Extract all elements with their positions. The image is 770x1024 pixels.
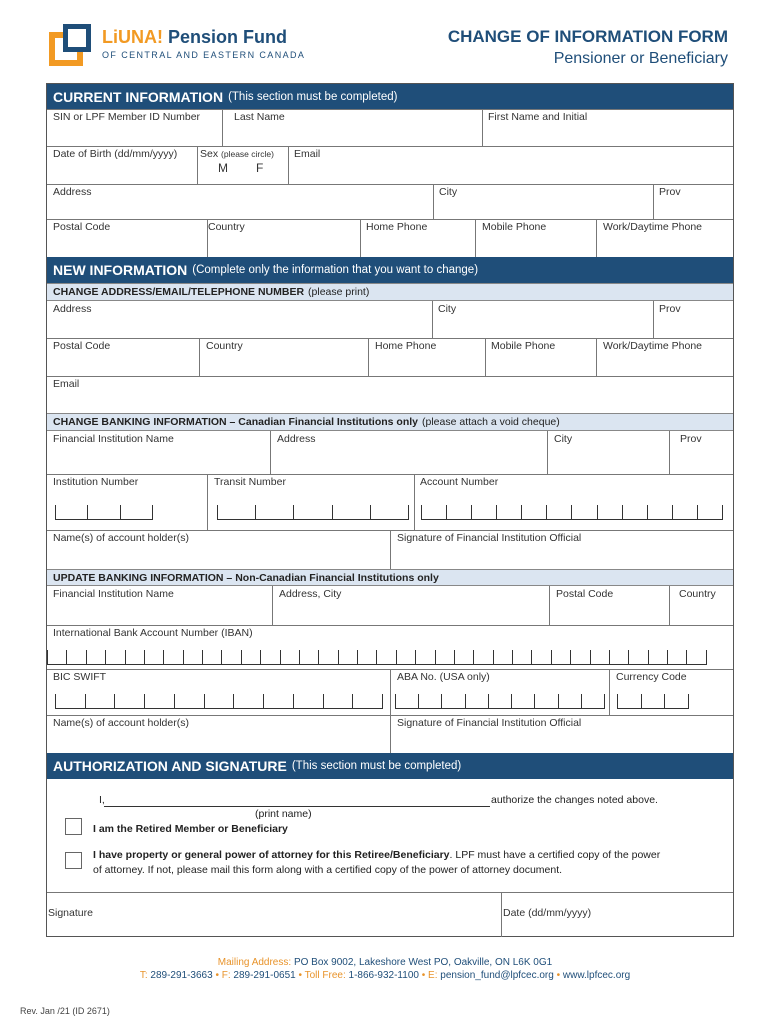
ca-official-signature-field[interactable]: Signature of Financial Institution Official <box>397 532 582 544</box>
sin-field[interactable]: SIN or LPF Member ID Number <box>53 111 201 123</box>
poa-checkbox[interactable] <box>65 852 82 869</box>
auth-title: AUTHORIZATION AND SIGNATURE <box>53 758 287 774</box>
banking-intl-header <box>47 569 733 586</box>
country-field[interactable]: Country <box>208 221 245 233</box>
logo-title-rest: Pension Fund <box>163 27 287 47</box>
form-title: CHANGE OF INFORMATION FORM <box>447 27 728 46</box>
poa-line2: of attorney. If not, please mail this form along with a certified copy of the power of attorney document. <box>93 864 563 876</box>
new-email-field[interactable]: Email <box>53 378 80 390</box>
new-address-field[interactable]: Address <box>53 303 92 315</box>
tollfree-label: Toll Free: <box>304 970 346 981</box>
banking-ca-title: CHANGE BANKING INFORMATION – Canadian Financial Institutions only <box>53 416 418 428</box>
banking-ca-note: (please attach a void cheque) <box>422 416 560 428</box>
mobile-phone-field[interactable]: Mobile Phone <box>482 221 547 233</box>
current-info-title: CURRENT INFORMATION <box>53 88 224 105</box>
current-info-note: (This section must be completed) <box>228 90 398 103</box>
intl-official-signature-field[interactable]: Signature of Financial Institution Official <box>397 717 582 729</box>
footer-sep-3: • <box>421 970 426 981</box>
postal-code-field[interactable]: Postal Code <box>53 221 111 233</box>
auth-print-name-label: (print name) <box>255 808 312 820</box>
footer-mailing <box>0 957 770 968</box>
new-home-phone-field[interactable]: Home Phone <box>375 340 437 352</box>
change-address-title: CHANGE ADDRESS/EMAIL/TELEPHONE NUMBER <box>53 286 305 298</box>
currency-code-field[interactable]: Currency Code <box>616 671 687 683</box>
intl-fi-name-field[interactable]: Financial Institution Name <box>53 588 174 600</box>
aba-boxes[interactable] <box>395 694 605 709</box>
banking-ca-header <box>47 413 733 431</box>
intl-account-holders-field[interactable]: Name(s) of account holder(s) <box>53 717 189 729</box>
logo-title <box>102 27 287 48</box>
print-name-line[interactable] <box>104 806 490 807</box>
ca-city-field[interactable]: City <box>554 433 573 445</box>
mailing-label: Mailing Address: <box>217 957 292 968</box>
poa-line1 <box>93 849 660 861</box>
date-field[interactable]: Date (dd/mm/yyyy) <box>503 907 592 919</box>
change-address-note: (please print) <box>308 286 370 298</box>
city-field[interactable]: City <box>439 186 458 198</box>
sex-option-m[interactable]: M <box>218 161 228 175</box>
intl-postal-code-field[interactable]: Postal Code <box>556 588 614 600</box>
sex-note: (please circle) <box>221 149 274 159</box>
sex-label: Sex <box>200 148 219 160</box>
footer-sep-2: • <box>298 970 302 981</box>
prov-field[interactable]: Prov <box>659 186 681 198</box>
footer-contacts <box>0 970 770 981</box>
new-postal-code-field[interactable]: Postal Code <box>53 340 111 352</box>
ca-prov-field[interactable]: Prov <box>680 433 702 445</box>
current-info-header <box>47 84 733 109</box>
work-phone-field[interactable]: Work/Daytime Phone <box>603 221 703 233</box>
website-link[interactable]: www.lpfcec.org <box>562 970 631 981</box>
new-info-header <box>47 257 733 283</box>
iban-boxes[interactable] <box>47 650 707 665</box>
phone-label: T: <box>139 970 148 981</box>
revision-note: Rev. Jan /21 (ID 2671) <box>20 1006 110 1016</box>
bic-swift-field[interactable]: BIC SWIFT <box>53 671 107 683</box>
change-address-header <box>47 283 733 301</box>
new-info-note: (Complete only the information that you want to change) <box>192 264 479 276</box>
intl-country-field[interactable]: Country <box>679 588 716 600</box>
ca-account-holders-field[interactable]: Name(s) of account holder(s) <box>53 532 189 544</box>
phone-value: 289-291-3663 <box>150 970 213 981</box>
footer-sep-4: • <box>556 970 561 981</box>
tollfree-value: 1-866-932-1100 <box>348 970 419 981</box>
fax-label: F: <box>221 970 231 981</box>
institution-number-boxes[interactable] <box>55 505 153 520</box>
dob-field[interactable]: Date of Birth (dd/mm/yyyy) <box>53 148 178 160</box>
new-mobile-phone-field[interactable]: Mobile Phone <box>491 340 556 352</box>
new-info-title: NEW INFORMATION <box>53 262 188 278</box>
home-phone-field[interactable]: Home Phone <box>366 221 428 233</box>
banking-intl-title: UPDATE BANKING INFORMATION – Non-Canadian Financial Institutions only <box>53 571 439 584</box>
transit-number-boxes[interactable] <box>217 505 409 520</box>
ca-address-field[interactable]: Address <box>277 433 316 445</box>
auth-note: (This section must be completed) <box>291 760 462 772</box>
auth-header <box>47 753 733 779</box>
poa-bold-text: I have property or general power of attorney for this Retiree/Beneficiary <box>93 849 450 861</box>
fax-value: 289-291-0651 <box>233 970 296 981</box>
aba-field[interactable]: ABA No. (USA only) <box>397 671 490 683</box>
form-body <box>46 83 734 937</box>
retired-member-label: I am the Retired Member or Beneficiary <box>93 823 288 835</box>
new-country-field[interactable]: Country <box>206 340 243 352</box>
institution-number-field[interactable]: Institution Number <box>53 476 139 488</box>
intl-address-city-field[interactable]: Address, City <box>279 588 342 600</box>
logo-brand: LiUNA! <box>102 27 163 47</box>
new-prov-field[interactable]: Prov <box>659 303 681 315</box>
email-field[interactable]: Email <box>294 148 321 160</box>
mailing-value: PO Box 9002, Lakeshore West PO, Oakville, ON L6K 0G1 <box>293 957 553 968</box>
iban-field[interactable]: International Bank Account Number (IBAN) <box>53 627 253 639</box>
logo-mark <box>49 24 93 68</box>
email-link[interactable]: pension_fund@lpfcec.org <box>440 970 554 981</box>
first-name-field[interactable]: First Name and Initial <box>488 111 588 123</box>
new-city-field[interactable]: City <box>438 303 457 315</box>
bic-swift-boxes[interactable] <box>55 694 383 709</box>
currency-code-boxes[interactable] <box>617 694 689 709</box>
logo-subtitle: OF CENTRAL AND EASTERN CANADA <box>102 50 306 60</box>
account-number-field[interactable]: Account Number <box>420 476 499 488</box>
transit-number-field[interactable]: Transit Number <box>214 476 286 488</box>
retired-member-checkbox[interactable] <box>65 818 82 835</box>
new-work-phone-field[interactable]: Work/Daytime Phone <box>603 340 703 352</box>
ca-fi-name-field[interactable]: Financial Institution Name <box>53 433 174 445</box>
sex-option-f[interactable]: F <box>256 161 264 175</box>
auth-authorize-text: authorize the changes noted above. <box>491 794 658 806</box>
last-name-field[interactable]: Last Name <box>234 111 285 123</box>
form-subtitle: Pensioner or Beneficiary <box>553 50 728 67</box>
footer-sep-1: • <box>215 970 219 981</box>
poa-rest-text: . LPF must have a certified copy of the power <box>449 849 661 861</box>
account-number-boxes[interactable] <box>421 505 723 520</box>
sex-field[interactable] <box>194 146 286 184</box>
email-label: E: <box>428 970 438 981</box>
address-field[interactable]: Address <box>53 186 92 198</box>
signature-field[interactable]: Signature <box>48 907 93 919</box>
auth-i-prefix: I, <box>99 794 105 806</box>
